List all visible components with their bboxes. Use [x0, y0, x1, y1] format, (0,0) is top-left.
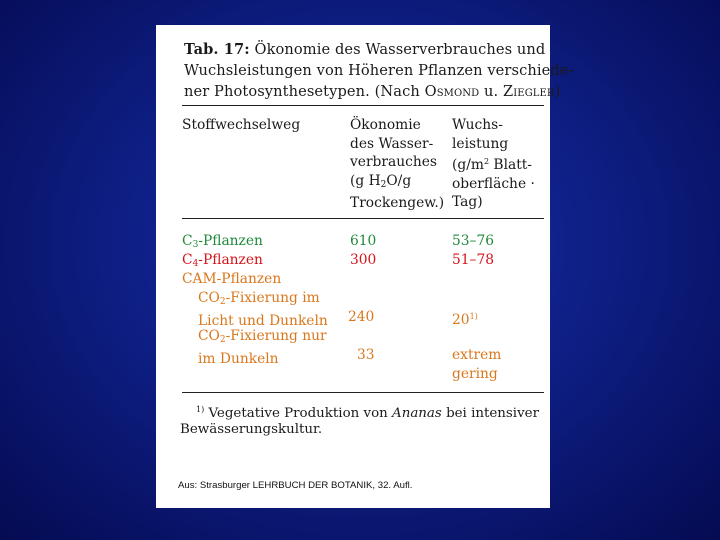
c3-suffix: -Pflanzen — [198, 233, 263, 249]
co2-text: CO — [198, 328, 220, 344]
row-cam-label: CAM-Pflanzen — [182, 271, 282, 287]
author-osmond: Osmond — [424, 83, 480, 100]
author-ziegler: Ziegler — [503, 83, 555, 100]
table-title-line-3 — [184, 82, 560, 102]
unit-part: O/g — [386, 172, 412, 189]
cam-dark-line-1 — [198, 327, 327, 350]
title-conjunction: u. — [484, 83, 499, 100]
header-growth — [452, 116, 535, 212]
co2-text: CO — [198, 290, 220, 306]
textbook-table-page — [156, 25, 574, 508]
title-close-paren: ) — [554, 83, 561, 100]
cam-dark-line-2: im Dunkeln — [198, 350, 279, 367]
row-cam-dark-growth — [452, 346, 501, 383]
row-cam-light-economy: 240 — [348, 309, 375, 325]
footnote-ref: 1) — [469, 312, 478, 321]
cam-dark-growth-line-1: extrem — [452, 347, 502, 363]
header-growth-line: leistung — [452, 135, 509, 152]
header-growth-line: Wuchs- — [452, 117, 503, 133]
header-economy-unit: (g $H_2O/g$ — [350, 172, 412, 190]
header-growth-line: Tag) — [452, 194, 483, 210]
c4-prefix: C — [182, 252, 193, 268]
row-cam-light-growth — [452, 308, 478, 330]
table-title-line-1 — [184, 40, 545, 60]
row-c3-economy: 610 — [350, 233, 377, 249]
header-pathway: Stoffwechselweg — [182, 117, 301, 133]
cam-light-line-1 — [198, 289, 328, 312]
top-rule — [182, 105, 544, 106]
table-number: Tab. 17: — [184, 41, 250, 58]
row-c4-economy: 300 — [350, 252, 377, 268]
source-credit: Aus: Strasburger LEHRBUCH DER BOTANIK, 32. Aufl. — [178, 480, 413, 491]
footnote-text-a: Vegetative Produktion von — [208, 406, 388, 421]
c4-sub: 4 — [192, 259, 199, 269]
unit-part: (g H — [350, 172, 381, 189]
header-economy-line: verbrauches — [350, 154, 437, 170]
c4-suffix: -Pflanzen — [198, 252, 263, 268]
cam-light-line-2: Licht und Dunkeln — [198, 312, 328, 329]
unit-part: (g/m — [452, 157, 484, 173]
c3-prefix: C — [182, 233, 193, 249]
header-economy-line: Ökonomie — [350, 117, 421, 133]
header-economy-line: des Wasser- — [350, 135, 434, 152]
unit-part: Blatt- — [489, 157, 532, 173]
header-rule — [182, 218, 544, 219]
cam-light-growth-value: 20 — [452, 312, 470, 328]
row-c3-growth: 53–76 — [452, 233, 495, 249]
title-text-2: Wuchsleistungen von Höheren Pflanzen verschiede- — [184, 62, 574, 79]
title-text-1: Ökonomie des Wasserverbrauches und — [254, 41, 546, 58]
cam-dark-text: -Fixierung nur — [225, 328, 327, 344]
footnote-italic: Ananas — [392, 406, 442, 421]
footnote-text-b: bei intensiver — [446, 406, 539, 421]
co2-sub: 2 — [219, 335, 226, 345]
title-text-3: ner Photosynthesetypen. (Nach — [184, 83, 420, 100]
row-cam-dark-economy: 33 — [357, 347, 375, 363]
header-growth-unit: ($g/m^2$ Blatt- — [452, 157, 532, 173]
co2-sub: 2 — [219, 297, 226, 307]
row-c4-growth: 51–78 — [452, 252, 495, 268]
header-economy — [350, 116, 444, 213]
header-growth-line: oberfläche · — [452, 175, 535, 192]
row-cam-light-label — [198, 289, 328, 330]
cam-light-text: -Fixierung im — [225, 290, 320, 306]
c3-sub: 3 — [192, 240, 199, 250]
cam-dark-growth-line-2: gering — [452, 365, 498, 382]
header-economy-line: Trockengew.) — [350, 195, 445, 211]
row-cam-dark-label — [198, 327, 327, 368]
bottom-rule — [182, 392, 544, 393]
footnote-line-2: Bewässerungskultur. — [180, 422, 323, 437]
footnote-marker: 1) — [196, 405, 205, 414]
